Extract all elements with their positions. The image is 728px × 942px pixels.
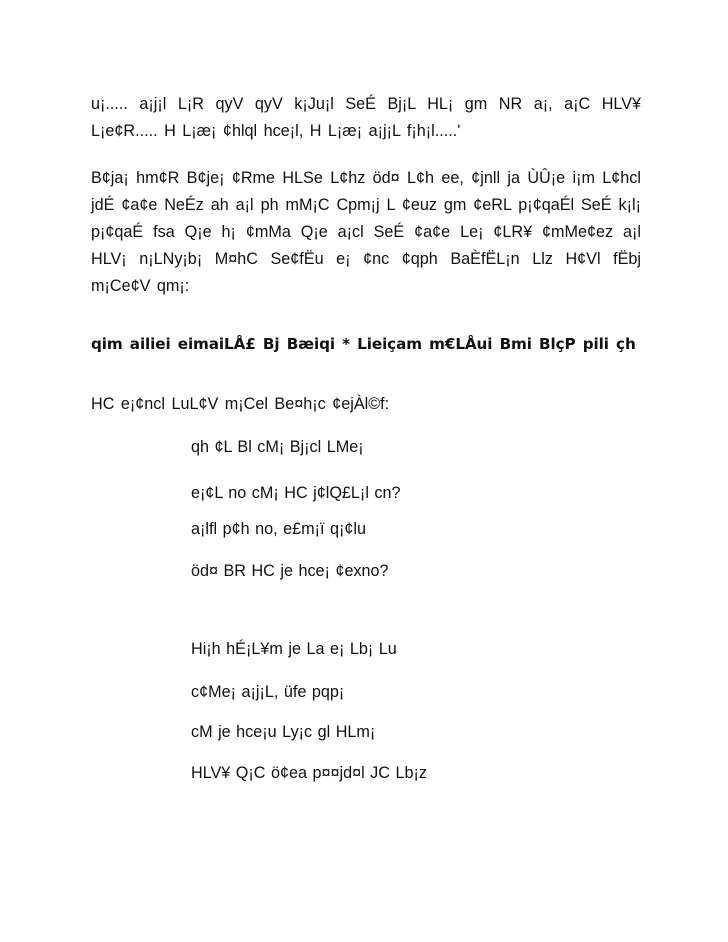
stanza-one-line-3: a¡lfl p¢h no, e£m¡ï q¡¢lu	[191, 520, 366, 538]
paragraph-body: B¢ja¡ hm¢R B¢je¡ ¢Rme HLSe L¢hz öd¤ L¢h ee, ¢jnll ja ÙÛ¡e i¡m L¢hcl jdÉ ¢a¢e NeÉz ah a¡l ph mM¡C Cpm¡j L ¢euz gm ¢eRL p¡¢qaÉl SeÉ k¡l¡ p¡¢qaÉ fsa Q¡e h¡ ¢mMa Q¡e a¡cl SeÉ ¢a¢e Le¡ ¢LR¥ ¢mMe¢ez a¡l HLV¡ n¡LNy¡b¡ M¤hC Se¢fËu e¡ ¢nc ¢qph BaÈfËL¡n Llz H¢Vl fËbj m¡Ce¢V qm¡:	[91, 169, 641, 295]
paragraph-opening: u¡..... a¡j¡l L¡R qyV qyV k¡Ju¡l SeÉ Bj¡L HL¡ gm NR a¡, a¡C HLV¥ L¡e¢R..... H L¡æ¡ ¢hlql hce¡l, H L¡æ¡ a¡j¡L f¡h¡l.....'	[91, 95, 641, 140]
stanza-one-line-2: e¡¢L no cM¡ HC j¢lQ£L¡l cn?	[191, 484, 401, 502]
bold-poem-line: qim ailiei eimaiLÅ£ Bj Bæiqi * Lieiçam m€LÅui Bmi BlçP pili çh	[91, 335, 636, 353]
stanza-two-line-2: c¢Me¡ a¡j¡L, üfe pqp¡	[191, 683, 345, 701]
stanza-two-line-1: Hi¡h hÉ¡L¥m je La e¡ Lb¡ Lu	[191, 640, 397, 658]
stanza-two-line-4: HLV¥ Q¡C ö¢ea p¤¤jd¤l JC Lb¡z	[191, 764, 427, 782]
stanza-one-line-4: öd¤ BR HC je hce¡ ¢exno?	[191, 562, 389, 580]
stanza-two-line-3: cM je hce¡u Ly¡c gl HLm¡	[191, 723, 376, 741]
stanza-one-line-1: qh ¢L Bl cM¡ Bj¡cl LMe¡	[191, 438, 364, 456]
translation-intro: HC e¡¢ncl LuL¢V m¡Cel Be¤h¡c ¢ejÀl©f:	[91, 395, 390, 413]
